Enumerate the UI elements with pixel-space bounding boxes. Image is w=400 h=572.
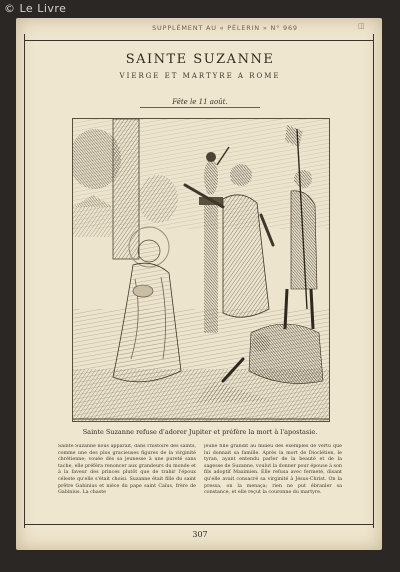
body-column-left: Sainte Suzanne nous apparaît, dans l'histoire des saints, comme une des plus gracieuses figures de la virginité chrétienne; vouée dès sa jeunesse à une pureté sans tache, elle préféra renoncer aux grandeurs du monde et à la faveur des princes plutôt que de trahir l'époux céleste qu'elle s'était choisi. Suzanne était fille du saint prêtre Gabinius et nièce du pape saint Caïus, frère de Gabinius. La chaste — [58, 444, 196, 496]
frame-top-rule — [24, 40, 373, 41]
running-header: SUPPLÉMENT AU « PÈLERIN » N° 969 — [152, 24, 298, 32]
title-rule — [140, 107, 260, 108]
engraving-illustration — [72, 118, 330, 422]
page-title: SAINTE SUZANNE — [125, 52, 275, 67]
body-text — [58, 444, 342, 516]
corner-mark: ◫ — [358, 22, 365, 30]
page-subtitle: VIERGE ET MARTYRE A ROME — [119, 72, 281, 80]
feast-date: Fête le 11 août. — [172, 98, 228, 106]
frame-bottom-rule — [24, 524, 373, 525]
page-number: 307 — [192, 530, 208, 539]
watermark: © Le Livre — [4, 2, 67, 15]
illustration-caption: Sainte Suzanne refuse d'adorer Jupiter et préfère la mort à l'apostasie. — [82, 428, 318, 436]
engraving-drawing — [73, 119, 329, 421]
body-column-right: jeune fille grandit au milieu des exemples de vertu que lui donnait sa famille. Après la mort de Dioclétien, le tyran, ayant entendu parler de la beauté et de la sagesse de Suzanne, voulut la donner pour épouse à son fils adoptif Maximien. Elle refusa avec fermeté, disant qu'elle avait consacré sa virginité à Jésus-Christ. On la pressa, on la menaça; rien ne put ébranler sa constance, et elle reçut la couronne du martyre. — [204, 444, 342, 496]
